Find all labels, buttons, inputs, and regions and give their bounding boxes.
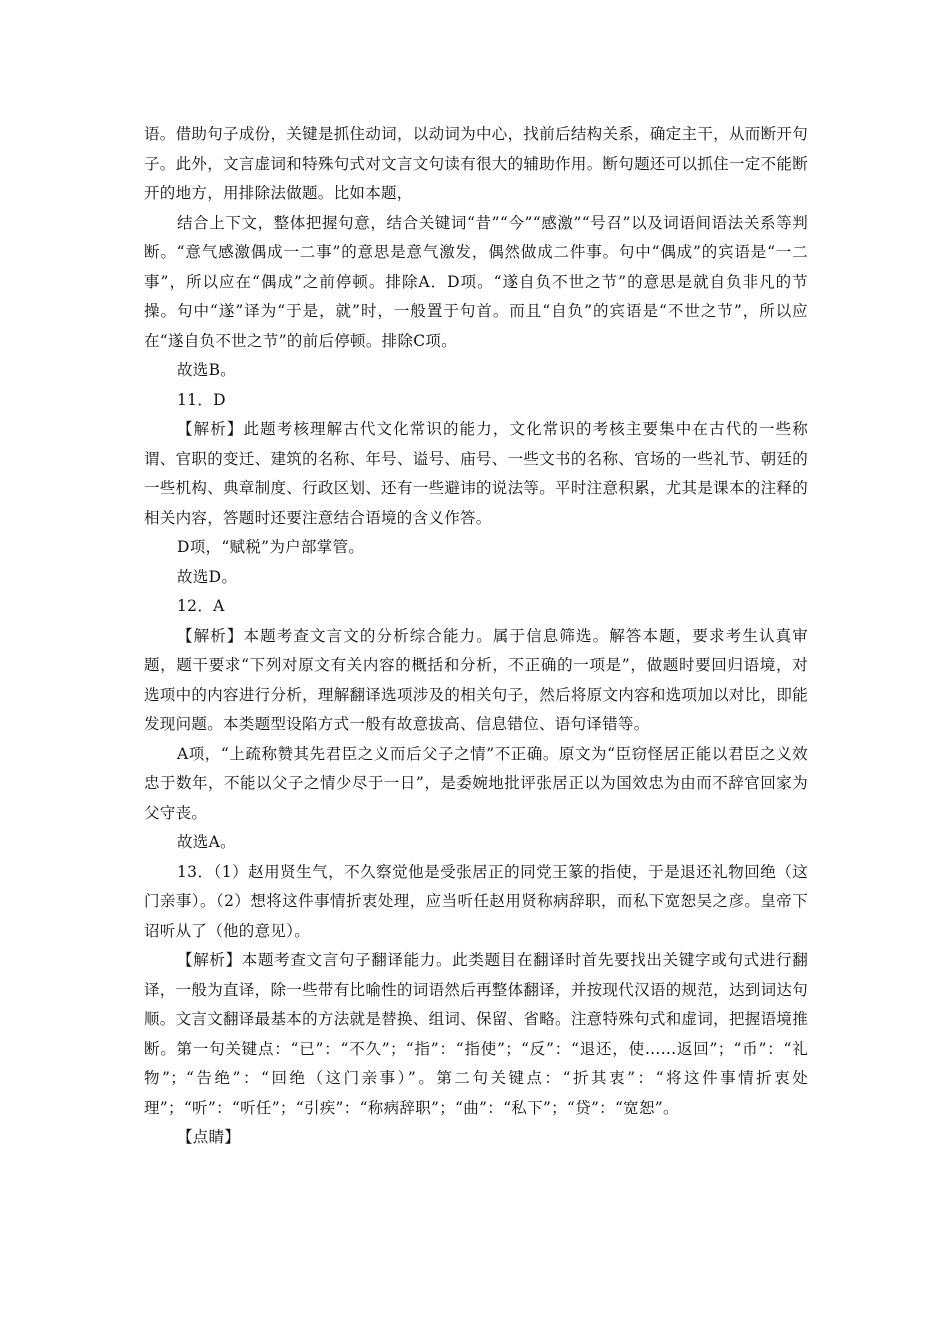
paragraph-q11-heading: 11．D — [177, 390, 226, 409]
paragraph-q11-option-d: D项，“赋税”为户部掌管。 — [177, 538, 365, 556]
paragraph-q12-explanation: 【解析】本题考查文言文的分析综合能力。属于信息筛选。解答本题，要求考生认真审题，题干要求“下列对原文有关内容的概括和分析，不正确的一项是”，做题时要回归语境，对选项中的内容进行分析，理解翻译选项涉及的相关句子，然后将原文内容和选项加以对比，即能发现问题。本类题型设陷方式一般有故意拔高、信息错位、语句译错等。 — [144, 626, 808, 733]
document-page — [144, 120, 808, 1153]
paragraph-q12-heading: 12．A — [177, 597, 225, 615]
paragraph-dianjing-heading: 【点睛】 — [177, 1128, 241, 1146]
paragraph-q13-explanation: 【解析】本题考查文言句子翻译能力。此类题目在翻译时首先要找出关键字或句式进行翻译，一般为直译，除一些带有比喻性的词语然后再整体翻译，并按现代汉语的规范，达到词达句顺。文言文翻译最基本的方法就是替换、组词、保留、省略。注意特殊句式和虚词，把握语境推断。第一句关键点：“已”：“不久”；“指”：“指使”；“反”：“退还，使……返回”；“币”：“礼物”；“告绝”：“回绝（这门亲事）”。第二句关键点：“折其衷”：“将这件事情折衷处理”；“听”：“听任”；“引疾”：“称病辞职”；“曲”：“私下”；“贷”：“宽恕”。 — [144, 951, 808, 1117]
paragraph-q10-analysis: 结合上下文，整体把握句意，结合关键词“昔”“今”“感激”“号召”以及词语间语法关系等判断。“意气感激偶成一二事”的意思是意气激发，偶然做成二件事。句中“偶成”的宾语是“一二事”，所以应在“偶成”之前停顿。排除A．D项。“遂自负不世之节”的意思是就自负非凡的节操。句中“遂”译为“于是，就”时，一般置于句首。而且“自负”的宾语是“不世之节”，所以应在“遂自负不世之节”的前后停顿。排除C项。 — [144, 213, 808, 350]
paragraph-q11-answer: 故选D。 — [177, 567, 238, 586]
paragraph-q10-answer: 故选B。 — [177, 361, 237, 379]
paragraph-q11-explanation: 【解析】此题考核理解古代文化常识的能力，文化常识的考核主要集中在古代的一些称谓、官职的变迁、建筑的名称、年号、谥号、庙号、一些文书的名称、官场的一些礼节、朝廷的一些机构、典章制度、行政区划、还有一些避讳的说法等。平时注意积累，尤其是课本的注释的相关内容，答题时还要注意结合语境的含义作答。 — [144, 420, 808, 527]
paragraph-q12-answer: 故选A。 — [177, 833, 236, 851]
paragraph-q13-translation: 13．（1）赵用贤生气，不久察觉他是受张居正的同党王篆的指使，于是退还礼物回绝（这门亲事）。（2）想将这件事情折衷处理，应当听任赵用贤称病辞职，而私下宽恕吴之彦。皇帝下诏听从了（他的意见）。 — [144, 862, 808, 940]
paragraph-sentence-breaking-method: 语。借助句子成份，关键是抓住动词，以动词为中心，找前后结构关系，确定主干，从而断开句子。此外，文言虚词和特殊句式对文言文句读有很大的辅助作用。断句题还可以抓住一定不能断开的地方，用排除法做题。比如本题， — [144, 125, 808, 202]
paragraph-q12-option-a: A项，“上疏称赞其先君臣之义而后父子之情”不正确。原文为“臣窃怪居正能以君臣之义效忠于数年，不能以父子之情少尽于一日”，是委婉地批评张居正以为国效忠为由而不辞官回家为父守丧。 — [144, 744, 808, 822]
